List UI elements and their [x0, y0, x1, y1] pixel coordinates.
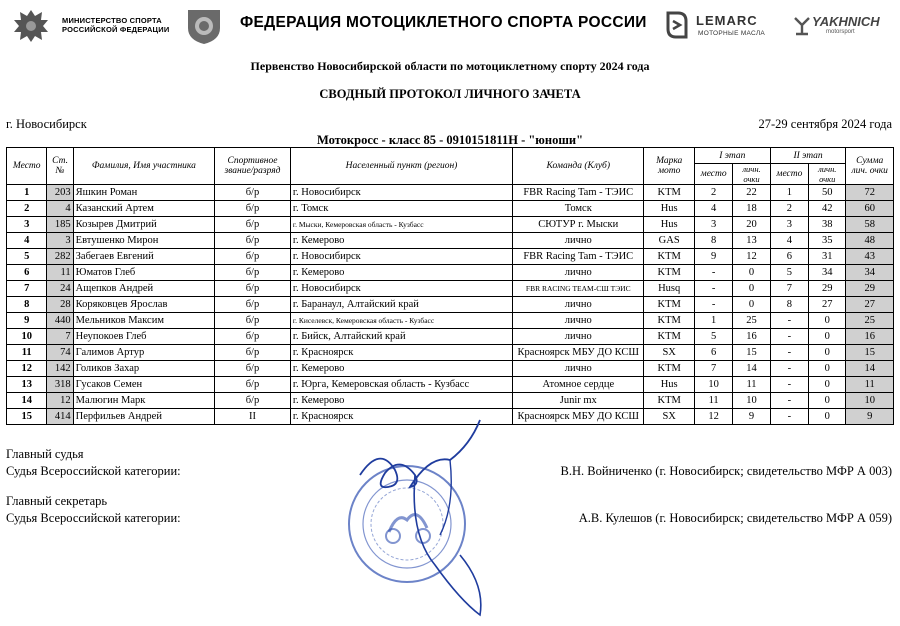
- stage1-points-cell: 16: [733, 329, 770, 345]
- total-cell: 9: [846, 409, 894, 425]
- judge-title: Главный судья: [6, 447, 84, 461]
- col-stage2-points: личн. очки: [809, 164, 846, 185]
- rank-cell: б/р: [215, 249, 291, 265]
- team-cell: лично: [513, 361, 644, 377]
- stage1-points-cell: 11: [733, 377, 770, 393]
- name-cell: Козырев Дмитрий: [73, 217, 214, 233]
- col-stage1: I этап: [694, 148, 770, 164]
- stage2-points-cell: 0: [809, 361, 846, 377]
- stage2-points-cell: 42: [809, 201, 846, 217]
- rank-cell: б/р: [215, 361, 291, 377]
- moto-cell: SX: [644, 345, 695, 361]
- col-rank: Спортивное звание/разряд: [215, 148, 291, 185]
- protocol-title: СВОДНЫЙ ПРОТОКОЛ ЛИЧНОГО ЗАЧЕТА: [319, 87, 581, 101]
- col-place: Место: [7, 148, 47, 185]
- rank-cell: б/р: [215, 201, 291, 217]
- col-stage2: II этап: [770, 148, 846, 164]
- moto-cell: Hus: [644, 201, 695, 217]
- col-stage1-points: личн. очки: [733, 164, 770, 185]
- locality-cell: г. Юрга, Кемеровская область - Кузбасс: [290, 377, 512, 393]
- team-cell: лично: [513, 329, 644, 345]
- stage1-points-cell: 0: [733, 281, 770, 297]
- name-cell: Евтушенко Мирон: [73, 233, 214, 249]
- stage1-place-cell: 5: [694, 329, 732, 345]
- table-row: [7, 249, 894, 265]
- start-no-cell: 414: [47, 409, 73, 425]
- place-cell: 1: [7, 185, 47, 201]
- start-no-cell: 3: [47, 233, 73, 249]
- start-no-cell: 7: [47, 329, 73, 345]
- stage2-points-cell: 27: [809, 297, 846, 313]
- col-start-no: Ст. №: [47, 148, 73, 185]
- place-cell: 10: [7, 329, 47, 345]
- locality-cell: г. Красноярск: [290, 409, 512, 425]
- ministry-line-1: МИНИСТЕРСТВО СПОРТА: [62, 16, 162, 25]
- col-stage1-place: место: [694, 164, 732, 185]
- col-stage2-place: место: [770, 164, 808, 185]
- table-row: [7, 345, 894, 361]
- place-cell: 5: [7, 249, 47, 265]
- name-cell: Казанский Артем: [73, 201, 214, 217]
- stage1-place-cell: -: [694, 265, 732, 281]
- rank-cell: II: [215, 409, 291, 425]
- stage1-points-cell: 13: [733, 233, 770, 249]
- table-row: [7, 281, 894, 297]
- class-title: Мотокросс - класс 85 - 0910151811Н - "юноши": [316, 133, 584, 147]
- table-row: [7, 393, 894, 409]
- locality-cell: г. Баранаул, Алтайский край: [290, 297, 512, 313]
- name-cell: Юматов Глеб: [73, 265, 214, 281]
- stage1-points-cell: 25: [733, 313, 770, 329]
- rank-cell: б/р: [215, 185, 291, 201]
- rank-cell: б/р: [215, 329, 291, 345]
- place-cell: 12: [7, 361, 47, 377]
- col-locality: Населенный пункт (регион): [290, 148, 512, 185]
- table-row: [7, 377, 894, 393]
- rank-cell: б/р: [215, 345, 291, 361]
- team-cell: лично: [513, 265, 644, 281]
- locality-cell: г. Томск: [290, 201, 512, 217]
- stage1-place-cell: 3: [694, 217, 732, 233]
- stage2-place-cell: -: [770, 377, 808, 393]
- stage2-place-cell: -: [770, 409, 808, 425]
- team-cell: Красноярск МБУ ДО КСШ: [513, 345, 644, 361]
- name-cell: Малюгин Марк: [73, 393, 214, 409]
- stage1-points-cell: 14: [733, 361, 770, 377]
- ministry-emblem-icon: [8, 6, 54, 46]
- name-cell: Неупокоев Глеб: [73, 329, 214, 345]
- stage1-points-cell: 12: [733, 249, 770, 265]
- lemarc-subtitle: МОТОРНЫЕ МАСЛА: [698, 30, 766, 37]
- moto-cell: GAS: [644, 233, 695, 249]
- team-cell: лично: [513, 297, 644, 313]
- start-no-cell: 74: [47, 345, 73, 361]
- stage2-place-cell: -: [770, 361, 808, 377]
- team-cell: FBR RACING TEAM-СШ ТЭИС: [513, 281, 644, 297]
- place-cell: 8: [7, 297, 47, 313]
- total-cell: 34: [846, 265, 894, 281]
- moto-cell: KTM: [644, 393, 695, 409]
- locality-cell: г. Кемерово: [290, 233, 512, 249]
- stage2-points-cell: 0: [809, 329, 846, 345]
- team-cell: Атомное сердце: [513, 377, 644, 393]
- event-dates: 27-29 сентября 2024 года: [758, 117, 892, 131]
- col-name: Фамилия, Имя участника: [73, 148, 214, 185]
- total-cell: 16: [846, 329, 894, 345]
- start-no-cell: 11: [47, 265, 73, 281]
- stage2-place-cell: 6: [770, 249, 808, 265]
- judge-name: В.Н. Войниченко (г. Новосибирск; свидетельство МФР А 003): [560, 464, 892, 478]
- stage1-place-cell: 1: [694, 313, 732, 329]
- stage2-place-cell: -: [770, 345, 808, 361]
- stage2-points-cell: 38: [809, 217, 846, 233]
- name-cell: Гусаков Семен: [73, 377, 214, 393]
- rank-cell: б/р: [215, 281, 291, 297]
- stage1-place-cell: 8: [694, 233, 732, 249]
- start-no-cell: 318: [47, 377, 73, 393]
- rank-cell: б/р: [215, 297, 291, 313]
- team-cell: FBR Racing Tam - ТЭИС: [513, 249, 644, 265]
- locality-cell: г. Новосибирск: [290, 249, 512, 265]
- start-no-cell: 4: [47, 201, 73, 217]
- team-cell: СЮТУР г. Мыски: [513, 217, 644, 233]
- stage2-place-cell: 5: [770, 265, 808, 281]
- start-no-cell: 24: [47, 281, 73, 297]
- team-cell: Томск: [513, 201, 644, 217]
- total-cell: 15: [846, 345, 894, 361]
- table-row: [7, 217, 894, 233]
- moto-cell: Hus: [644, 217, 695, 233]
- col-total: Сумма лич. очки: [846, 148, 894, 185]
- yakhnich-logo-icon: [793, 14, 811, 36]
- place-cell: 3: [7, 217, 47, 233]
- team-cell: Красноярск МБУ ДО КСШ: [513, 409, 644, 425]
- name-cell: Ащепков Андрей: [73, 281, 214, 297]
- rank-cell: б/р: [215, 217, 291, 233]
- table-row: [7, 201, 894, 217]
- stage1-points-cell: 20: [733, 217, 770, 233]
- total-cell: 10: [846, 393, 894, 409]
- rank-cell: б/р: [215, 377, 291, 393]
- locality-cell: г. Бийск, Алтайский край: [290, 329, 512, 345]
- handwritten-signature: [340, 415, 520, 620]
- team-cell: лично: [513, 313, 644, 329]
- results-table: [6, 147, 894, 425]
- judge-category: Судья Всероссийской категории:: [6, 464, 181, 478]
- locality-cell: г. Новосибирск: [290, 185, 512, 201]
- stage2-place-cell: -: [770, 313, 808, 329]
- yakhnich-subtitle: motorsport: [826, 29, 855, 35]
- letterhead: [0, 0, 900, 52]
- stage2-points-cell: 50: [809, 185, 846, 201]
- table-row: [7, 313, 894, 329]
- place-cell: 2: [7, 201, 47, 217]
- total-cell: 27: [846, 297, 894, 313]
- stage1-place-cell: 9: [694, 249, 732, 265]
- stage2-place-cell: -: [770, 393, 808, 409]
- total-cell: 60: [846, 201, 894, 217]
- stage2-place-cell: 1: [770, 185, 808, 201]
- rank-cell: б/р: [215, 313, 291, 329]
- moto-cell: KTM: [644, 185, 695, 201]
- stage2-place-cell: 7: [770, 281, 808, 297]
- secretary-name: А.В. Кулешов (г. Новосибирск; свидетельство МФР А 059): [578, 511, 892, 525]
- team-cell: Junir mx: [513, 393, 644, 409]
- total-cell: 14: [846, 361, 894, 377]
- stage2-points-cell: 0: [809, 313, 846, 329]
- secretary-category: Судья Всероссийской категории:: [6, 511, 181, 525]
- name-cell: Галимов Артур: [73, 345, 214, 361]
- stage1-points-cell: 0: [733, 297, 770, 313]
- stage2-place-cell: 3: [770, 217, 808, 233]
- locality-cell: г. Мыски, Кемеровская область - Кузбасс: [290, 217, 512, 233]
- rank-cell: б/р: [215, 265, 291, 281]
- total-cell: 43: [846, 249, 894, 265]
- stage1-place-cell: 4: [694, 201, 732, 217]
- stage1-place-cell: -: [694, 281, 732, 297]
- stage2-place-cell: 4: [770, 233, 808, 249]
- moto-cell: KTM: [644, 265, 695, 281]
- place-cell: 6: [7, 265, 47, 281]
- start-no-cell: 440: [47, 313, 73, 329]
- start-no-cell: 28: [47, 297, 73, 313]
- total-cell: 29: [846, 281, 894, 297]
- stage1-place-cell: 11: [694, 393, 732, 409]
- stage2-points-cell: 31: [809, 249, 846, 265]
- yakhnich-name: YAKHNICH: [812, 14, 880, 29]
- moto-cell: KTM: [644, 297, 695, 313]
- table-row: [7, 329, 894, 345]
- table-row: [7, 185, 894, 201]
- place-cell: 14: [7, 393, 47, 409]
- table-row: [7, 361, 894, 377]
- stage1-points-cell: 22: [733, 185, 770, 201]
- place-cell: 4: [7, 233, 47, 249]
- stage1-place-cell: 2: [694, 185, 732, 201]
- name-cell: Коряковцев Ярослав: [73, 297, 214, 313]
- name-cell: Яшкин Роман: [73, 185, 214, 201]
- start-no-cell: 142: [47, 361, 73, 377]
- stage1-points-cell: 15: [733, 345, 770, 361]
- stage2-points-cell: 29: [809, 281, 846, 297]
- moto-cell: Husq: [644, 281, 695, 297]
- total-cell: 25: [846, 313, 894, 329]
- name-cell: Забегаев Евгений: [73, 249, 214, 265]
- stage2-points-cell: 0: [809, 393, 846, 409]
- place-cell: 9: [7, 313, 47, 329]
- table-row: [7, 297, 894, 313]
- locality-cell: г. Кемерово: [290, 265, 512, 281]
- col-moto: Марка мото: [644, 148, 695, 185]
- place-cell: 11: [7, 345, 47, 361]
- federation-name: ФЕДЕРАЦИЯ МОТОЦИКЛЕТНОГО СПОРТА РОССИИ: [240, 14, 647, 31]
- lemarc-logo-icon: [664, 11, 690, 39]
- ministry-line-2: РОССИЙСКОЙ ФЕДЕРАЦИИ: [62, 25, 170, 34]
- stage2-points-cell: 35: [809, 233, 846, 249]
- locality-cell: г. Новосибирск: [290, 281, 512, 297]
- stage2-points-cell: 0: [809, 409, 846, 425]
- stage1-place-cell: -: [694, 297, 732, 313]
- rank-cell: б/р: [215, 393, 291, 409]
- total-cell: 72: [846, 185, 894, 201]
- stage2-points-cell: 34: [809, 265, 846, 281]
- stage1-points-cell: 18: [733, 201, 770, 217]
- name-cell: Голиков Захар: [73, 361, 214, 377]
- name-cell: Перфильев Андрей: [73, 409, 214, 425]
- stage2-points-cell: 0: [809, 345, 846, 361]
- total-cell: 58: [846, 217, 894, 233]
- moto-cell: SX: [644, 409, 695, 425]
- start-no-cell: 203: [47, 185, 73, 201]
- team-cell: лично: [513, 233, 644, 249]
- stage2-place-cell: -: [770, 329, 808, 345]
- rank-cell: б/р: [215, 233, 291, 249]
- championship-title: Первенство Новосибирской области по мотоциклетному спорту 2024 года: [250, 59, 650, 73]
- start-no-cell: 282: [47, 249, 73, 265]
- total-cell: 48: [846, 233, 894, 249]
- name-cell: Мельников Максим: [73, 313, 214, 329]
- locality-cell: г. Кемерово: [290, 393, 512, 409]
- col-team: Команда (Клуб): [513, 148, 644, 185]
- team-cell: FBR Racing Tam - ТЭИС: [513, 185, 644, 201]
- stage2-place-cell: 2: [770, 201, 808, 217]
- place-cell: 7: [7, 281, 47, 297]
- moto-cell: KTM: [644, 313, 695, 329]
- moto-cell: KTM: [644, 329, 695, 345]
- start-no-cell: 185: [47, 217, 73, 233]
- table-row: [7, 265, 894, 281]
- stage1-place-cell: 6: [694, 345, 732, 361]
- total-cell: 11: [846, 377, 894, 393]
- stage1-points-cell: 10: [733, 393, 770, 409]
- moto-cell: Hus: [644, 377, 695, 393]
- stage2-place-cell: 8: [770, 297, 808, 313]
- locality-cell: г. Киселевск, Кемеровская область - Кузбасс: [290, 313, 512, 329]
- stage1-place-cell: 7: [694, 361, 732, 377]
- moto-cell: KTM: [644, 361, 695, 377]
- lemarc-name: LEMARC: [696, 13, 758, 28]
- stage1-points-cell: 9: [733, 409, 770, 425]
- stage1-points-cell: 0: [733, 265, 770, 281]
- city: г. Новосибирск: [6, 117, 87, 131]
- locality-cell: г. Красноярск: [290, 345, 512, 361]
- secretary-title: Главный секретарь: [6, 494, 108, 508]
- stage1-place-cell: 10: [694, 377, 732, 393]
- federation-logo-icon: [182, 6, 226, 46]
- place-cell: 15: [7, 409, 47, 425]
- stage2-points-cell: 0: [809, 377, 846, 393]
- locality-cell: г. Кемерово: [290, 361, 512, 377]
- stage1-place-cell: 12: [694, 409, 732, 425]
- moto-cell: KTM: [644, 249, 695, 265]
- table-row: [7, 233, 894, 249]
- start-no-cell: 12: [47, 393, 73, 409]
- place-cell: 13: [7, 377, 47, 393]
- ministry-name: [62, 16, 169, 34]
